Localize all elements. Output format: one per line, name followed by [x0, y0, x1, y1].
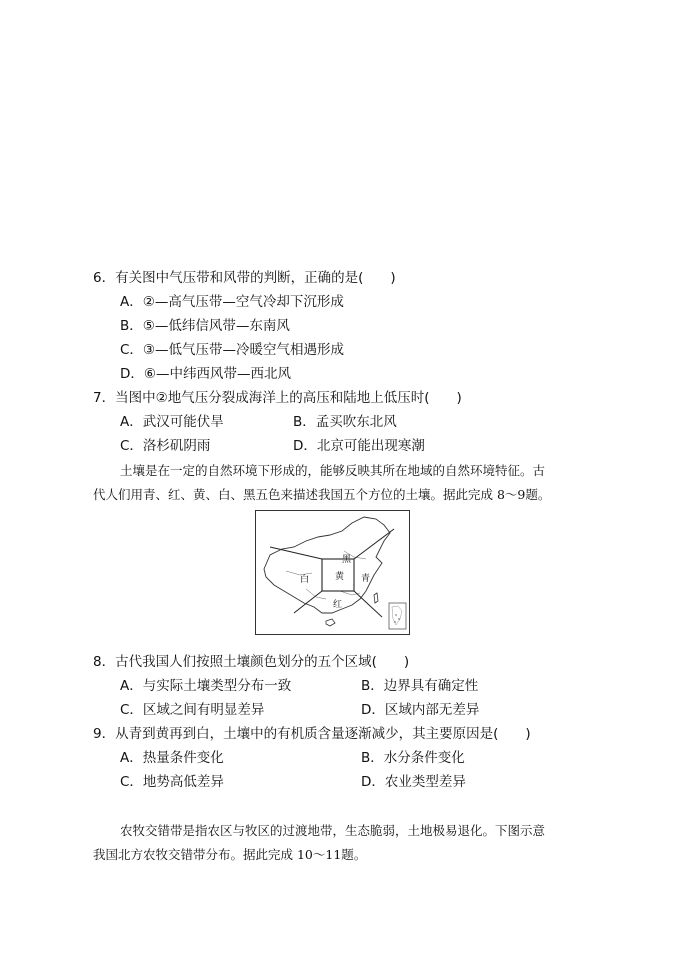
- passage-2-line-2: 我国北方农牧交错带分布。据此完成 10～11题。: [93, 847, 367, 862]
- passage-2-line-1: 农牧交错带是指农区与牧区的过渡地带，生态脆弱，土地极易退化。下图示意: [120, 823, 546, 838]
- question-7-option-c: C．洛杉矶阴雨: [120, 438, 211, 454]
- question-6-option-a: A．②—高气压带—空气冷却下沉形成: [120, 294, 344, 310]
- question-6-option-d: D．⑥—中纬西风带—西北风: [120, 366, 291, 382]
- map-label-red: 红: [333, 600, 343, 610]
- question-6-option-b: B．⑤—低纬信风带—东南风: [120, 318, 290, 334]
- question-6-stem: 6．有关图中气压带和风带的判断，正确的是( ): [93, 270, 396, 286]
- question-7-option-a: A．武汉可能伏旱: [120, 414, 224, 430]
- question-7-option-b: B．孟买吹东北风: [293, 414, 397, 430]
- question-8-option-c: C．区域之间有明显差异: [120, 702, 265, 718]
- map-label-white: 白: [300, 575, 310, 585]
- passage-1-line-2: 代人们用青、红、黄、白、黑五色来描述我国五个方位的土壤。据此完成 8～9题。: [93, 487, 551, 502]
- question-7-option-d: D．北京可能出现寒潮: [293, 438, 425, 454]
- question-8-option-a: A．与实际土壤类型分布一致: [120, 678, 292, 694]
- question-9-option-b: B．水分条件变化: [361, 750, 465, 766]
- question-8-option-b: B．边界具有确定性: [361, 678, 479, 694]
- question-8-option-d: D．区域内部无差异: [361, 702, 480, 718]
- question-9-option-a: A．热量条件变化: [120, 750, 224, 766]
- question-7-stem: 7．当图中②地气压分裂成海洋上的高压和陆地上低压时( ): [93, 390, 462, 406]
- map-label-black: 黑: [342, 555, 352, 565]
- china-soil-color-map: [255, 510, 410, 635]
- question-9-stem: 9．从青到黄再到白，土壤中的有机质含量逐渐减少，其主要原因是( ): [93, 726, 531, 742]
- map-label-green: 青: [361, 574, 371, 584]
- question-9-option-c: C．地势高低差异: [120, 774, 224, 790]
- map-label-yellow: 黄: [335, 572, 345, 582]
- question-6-option-c: C．③—低气压带—冷暖空气相遇形成: [120, 342, 345, 358]
- question-9-option-d: D．农业类型差异: [361, 774, 466, 790]
- passage-1-line-1: 土壤是在一定的自然环境下形成的，能够反映其所在地域的自然环境特征。古: [120, 463, 546, 478]
- china-outline-drawing: [256, 511, 411, 636]
- question-8-stem: 8．古代我国人们按照土壤颜色划分的五个区域( ): [93, 654, 410, 670]
